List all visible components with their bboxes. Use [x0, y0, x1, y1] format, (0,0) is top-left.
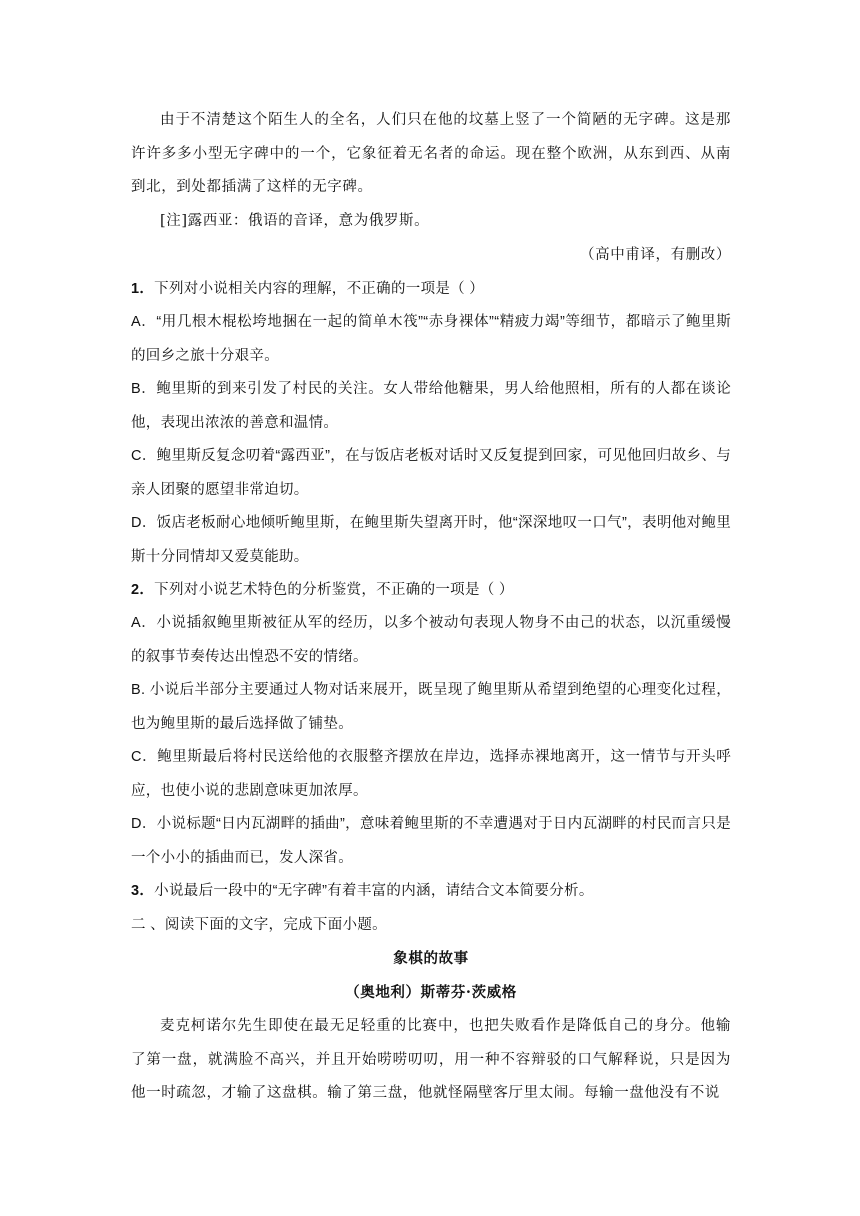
story-paragraph: 麦克柯诺尔先生即使在最无足轻重的比赛中，也把失败看作是降低自己的身分。他输了第一盘，就满脸不高兴，并且开始唠唠叨叨，用一种不容辩驳的口气解释说，只是因为他一时疏忽，才输了这盘棋。输了第三盘，他就怪隔壁客厅里太闹。每输一盘他没有不说 — [131, 1018, 731, 1101]
question-1-option-c: C．鲍里斯反复念叨着“露西亚”，在与饭店老板对话时又反复提到回家，可见他回归故乡、与亲人团聚的愿望非常迫切。 — [131, 448, 731, 498]
question-number: 1． — [131, 281, 155, 297]
question-1-option-b: B．鲍里斯的到来引发了村民的关注。女人带给他糖果，男人给他照相，所有的人都在谈论他，表现出浓浓的善意和温情。 — [131, 381, 731, 431]
question-1-stem — [131, 273, 731, 307]
question-number: 3． — [131, 883, 155, 899]
story-author: （奥地利）斯蒂芬·茨威格 — [345, 984, 517, 1001]
source-credit: （高中甫译，有删改） — [580, 247, 731, 263]
question-2-stem — [131, 574, 731, 608]
question-3-stem — [131, 875, 731, 909]
footnote: [注]露西亚：俄语的音译，意为俄罗斯。 — [160, 213, 430, 229]
question-text: 小说最后一段中的“无字碑”有着丰富的内涵，请结合文本简要分析。 — [154, 883, 594, 899]
story-title: 象棋的故事 — [393, 950, 469, 967]
question-2-option-b: B. 小说后半部分主要通过人物对话来展开，既呈现了鲍里斯从希望到绝望的心理变化过程，也为鲍里斯的最后选择做了铺垫。 — [131, 682, 731, 732]
question-2-option-a: A．小说插叙鲍里斯被征从军的经历，以多个被动句表现人物身不由己的状态，以沉重缓慢的叙事节奏传达出惶恐不安的情绪。 — [131, 615, 731, 665]
question-number: 2． — [131, 582, 155, 598]
passage-paragraph: 由于不清楚这个陌生人的全名，人们只在他的坟墓上竖了一个简陋的无字碑。这是那许许多多小型无字碑中的一个，它象征着无名者的命运。现在整个欧洲，从东到西、从南到北，到处都插满了这样的无字碑。 — [131, 112, 731, 195]
section-heading: 二 、阅读下面的文字，完成下面小题。 — [131, 917, 387, 933]
question-text: 下列对小说艺术特色的分析鉴赏，不正确的一项是（ ） — [154, 582, 514, 598]
question-text: 下列对小说相关内容的理解，不正确的一项是（ ） — [154, 281, 485, 297]
question-2-option-c: C．鲍里斯最后将村民送给他的衣服整齐摆放在岸边，选择赤裸地离开，这一情节与开头呼应，也使小说的悲剧意味更加浓厚。 — [131, 749, 731, 799]
question-1-option-d: D．饭店老板耐心地倾听鲍里斯，在鲍里斯失望离开时，他“深深地叹一口气”，表明他对鲍里斯十分同情却又爱莫能助。 — [131, 515, 731, 565]
question-2-option-d: D．小说标题“日内瓦湖畔的插曲”，意味着鲍里斯的不幸遭遇对于日内瓦湖畔的村民而言只是一个小小的插曲而已，发人深省。 — [131, 816, 731, 866]
question-1-option-a: A．“用几根木棍松垮地捆在一起的简单木筏”“赤身裸体”“精疲力竭”等细节，都暗示了鲍里斯的回乡之旅十分艰辛。 — [131, 314, 731, 364]
